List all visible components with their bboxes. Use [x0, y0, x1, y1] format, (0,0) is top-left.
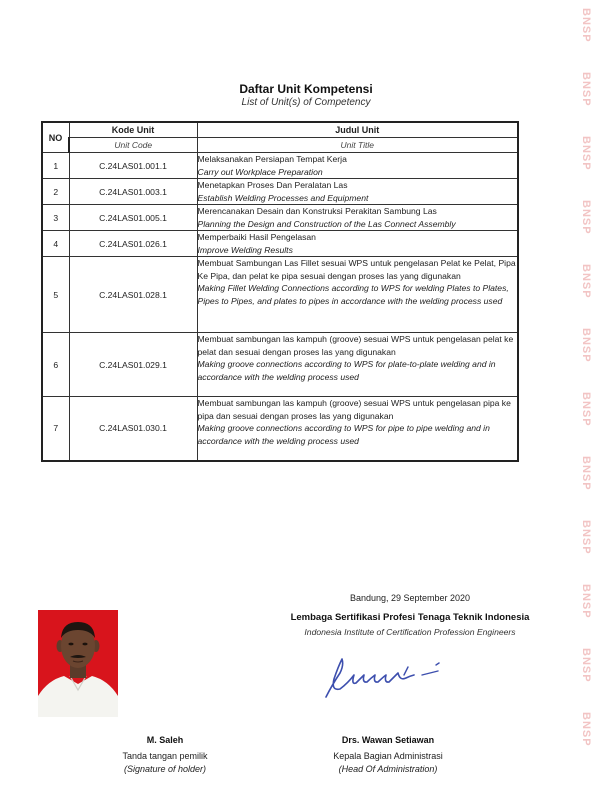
table-row	[42, 153, 518, 179]
holder-name: M. Saleh	[146, 735, 184, 745]
table-row	[42, 397, 518, 461]
unit-title	[197, 153, 518, 179]
admin-name: Drs. Wawan Setiawan	[341, 735, 435, 745]
unit-code: C.24LAS01.030.1	[69, 397, 197, 461]
person-portrait-icon	[38, 610, 118, 717]
unit-title-en: Making groove connections according to WPS for pipe to pipe welding and in accordance with the welding process used	[197, 423, 490, 446]
col-header-title-en: Unit Title	[197, 138, 518, 153]
bnsp-watermark-text: BNSP	[580, 136, 592, 171]
table-row	[42, 231, 518, 257]
unit-title-id: Merencanakan Desain dan Konstruksi Perakitan Sambung Las	[197, 206, 437, 216]
institution-name-en: Indonesia Institute of Certification Profession Engineers	[304, 627, 516, 637]
row-number: 7	[42, 397, 69, 461]
unit-code: C.24LAS01.003.1	[69, 179, 197, 205]
unit-title-en: Improve Welding Results	[197, 244, 293, 255]
row-number: 5	[42, 257, 69, 333]
holder-role-en: (Signature of holder)	[123, 764, 207, 774]
table-row	[42, 257, 518, 333]
bnsp-watermark-text: BNSP	[580, 392, 592, 427]
unit-code: C.24LAS01.001.1	[69, 153, 197, 179]
unit-title-id: Menetapkan Proses Dan Peralatan Las	[197, 180, 348, 190]
bnsp-watermark-text: BNSP	[580, 520, 592, 555]
row-number: 3	[42, 205, 69, 231]
row-number: 1	[42, 153, 69, 179]
unit-code: C.24LAS01.029.1	[69, 333, 197, 397]
bnsp-watermark-text: BNSP	[580, 648, 592, 683]
unit-title-id: Melaksanakan Persiapan Tempat Kerja	[197, 154, 347, 164]
unit-code: C.24LAS01.028.1	[69, 257, 197, 333]
col-header-title: Judul Unit	[197, 122, 518, 138]
unit-title-en: Making Fillet Welding Connections according to WPS for welding Plates to Plates, Pipes to Pipes, and plates to pipes in accordance with the welding process used	[197, 283, 509, 306]
unit-title	[197, 231, 518, 257]
admin-role: Kepala Bagian Administrasi	[333, 751, 443, 761]
unit-title-id: Memperbaiki Hasil Pengelasan	[197, 232, 316, 242]
bnsp-watermark-text: BNSP	[580, 584, 592, 619]
col-header-no: NO	[42, 122, 69, 153]
unit-title	[197, 333, 518, 397]
bnsp-watermark-text: BNSP	[580, 72, 592, 107]
unit-title-id: Membuat Sambungan Las Fillet sesuai WPS untuk pengelasan Pelat ke Pelat, Pipa Ke Pipa, dan pelat ke pipa sesuai dengan proses las yang digunakan	[197, 258, 516, 281]
table-row	[42, 179, 518, 205]
unit-title	[197, 205, 518, 231]
unit-code: C.24LAS01.005.1	[69, 205, 197, 231]
page-title: Daftar Unit Kompetensi	[239, 82, 373, 96]
unit-title	[197, 179, 518, 205]
admin-signature	[318, 645, 448, 705]
holder-photo	[38, 610, 118, 717]
bnsp-watermark-text: BNSP	[580, 264, 592, 299]
table-row	[42, 205, 518, 231]
holder-role: Tanda tangan pemilik	[122, 751, 208, 761]
bnsp-watermark-text: BNSP	[580, 200, 592, 235]
row-number: 2	[42, 179, 69, 205]
unit-title	[197, 257, 518, 333]
handwritten-signature-icon	[318, 645, 448, 705]
page-subtitle: List of Unit(s) of Competency	[241, 97, 371, 108]
col-header-code-en: Unit Code	[69, 138, 197, 153]
row-number: 4	[42, 231, 69, 257]
unit-title-id: Membuat sambungan las kampuh (groove) sesuai WPS untuk pengelasan pipa ke pipa dan sesuai dengan proses las yang digunakan	[197, 398, 511, 421]
issue-place-date: Bandung, 29 September 2020	[349, 593, 471, 603]
unit-title	[197, 397, 518, 461]
unit-title-en: Establish Welding Processes and Equipment	[197, 192, 369, 203]
admin-role-en: (Head Of Administration)	[338, 764, 438, 774]
bnsp-watermark-text: BNSP	[580, 328, 592, 363]
unit-title-en: Making groove connections according to WPS for plate-to-plate welding and in accordance with the welding process used	[197, 359, 496, 382]
bnsp-watermark-text: BNSP	[580, 456, 592, 491]
row-number: 6	[42, 333, 69, 397]
unit-code: C.24LAS01.026.1	[69, 231, 197, 257]
bnsp-watermark	[574, 0, 592, 792]
bnsp-watermark-text: BNSP	[580, 8, 592, 43]
bnsp-watermark-text: BNSP	[580, 712, 592, 747]
table-row	[42, 333, 518, 397]
unit-title-en: Carry out Workplace Preparation	[197, 166, 323, 177]
unit-title-id: Membuat sambungan las kampuh (groove) sesuai WPS untuk pengelasan pelat ke pelat dan sesuai dengan proses las yang digunakan	[197, 334, 514, 357]
col-header-code: Kode Unit	[69, 122, 197, 138]
competency-table	[41, 121, 519, 462]
unit-title-en: Planning the Design and Construction of the Las Connect Assembly	[197, 218, 456, 229]
institution-name: Lembaga Sertifikasi Profesi Tenaga Teknik Indonesia	[290, 612, 530, 623]
